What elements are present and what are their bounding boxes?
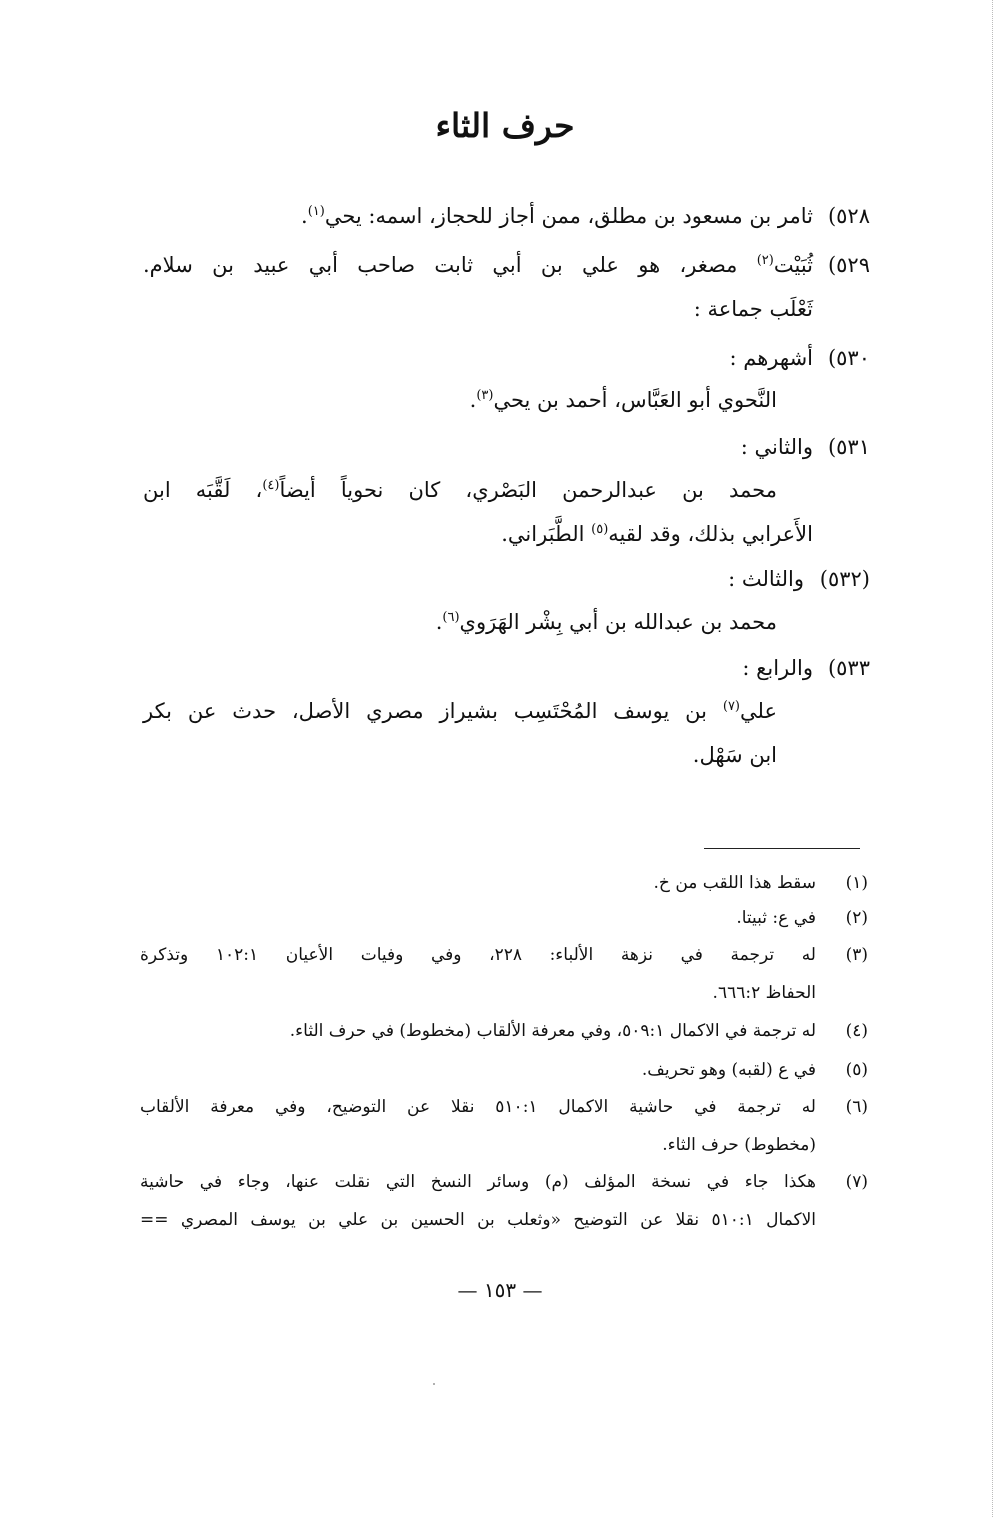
footnote-ref: (٤) <box>262 478 280 493</box>
footnote-4: له ترجمة في الاكمال ٥٠٩:١، وفي معرفة الألقاب (مخطوط) في حرف الثاء. <box>289 1021 816 1041</box>
entry-533-line-2: ابن سَهْل. <box>692 743 777 767</box>
page-number: — ١٥٣ — <box>457 1278 543 1302</box>
entry-533-label: والرابع : <box>742 656 813 680</box>
footnote-ref: (٦) <box>442 610 460 625</box>
entry-529-text <box>143 253 813 277</box>
entry-text: علي <box>740 699 777 723</box>
footnote-number-7: (٧) <box>845 1172 868 1192</box>
entry-532-text <box>436 610 777 634</box>
footnote-6-line-1: له ترجمة في حاشية الاكمال ٥١٠:١ نقلا عن التوضيح، وفي معرفة الألقاب <box>140 1097 816 1117</box>
footnote-3-line-2: الحفاظ ٦٦٦:٢. <box>712 983 816 1003</box>
entry-number-528: ٥٢٨) <box>827 204 870 228</box>
footnote-7-line-1: هكذا جاء في نسخة المؤلف (م) وسائر النسخ التي نقلت عنها، وجاء في حاشية <box>140 1172 817 1192</box>
footnote-ref: (٣) <box>476 388 494 403</box>
footnote-number-3: (٣) <box>845 945 868 965</box>
entry-531-line-2 <box>501 522 813 546</box>
scan-speck <box>433 1383 435 1385</box>
footnote-number-6: (٦) <box>845 1097 868 1117</box>
footnote-number-5: (٥) <box>845 1060 868 1080</box>
tha-lab-heading: ثَعْلَب جماعة : <box>693 297 813 321</box>
entry-text: محمد بن عبدالله بن أبي بِشْر الهَرَوي <box>459 610 777 634</box>
footnote-ref: (٥) <box>591 522 609 537</box>
page-title: حرف الثاء <box>435 106 575 145</box>
entry-text: النَّحوي أبو العَبَّاس، أحمد بن يحي <box>493 388 777 412</box>
footnote-5: في ع (لقبه) وهو تحريف. <box>641 1060 816 1080</box>
entry-531-label: والثاني : <box>740 435 813 459</box>
footnote-6-line-2: (مخطوط) حرف الثاء. <box>662 1135 816 1155</box>
footnote-number-4: (٤) <box>845 1021 868 1041</box>
entry-text: الأَعرابي بذلك، وقد لقيه <box>608 522 813 546</box>
footnote-number-1: (١) <box>845 873 868 893</box>
entry-text: ، لَقَّبَه ابن <box>143 478 263 502</box>
entry-text: بن يوسف المُحْتَسِب بشيراز مصري الأصل، حدث عن بكر <box>143 699 723 723</box>
footnote-ref: (٢) <box>756 253 774 268</box>
entry-number-531: ٥٣١) <box>827 435 870 459</box>
entry-530-text <box>470 388 777 412</box>
footnote-7-line-2: الاكمال ٥١٠:١ نقلا عن التوضيح «وثعلب بن الحسين بن علي بن يوسف المصري == <box>140 1210 816 1230</box>
entry-530-label: أشهرهم : <box>729 346 813 370</box>
entry-text: الطَّبَراني. <box>501 522 592 546</box>
footnote-ref: (١) <box>307 204 325 219</box>
entry-532-label: والثالث : <box>728 567 804 591</box>
entry-text: ثُبَيْت <box>773 253 813 277</box>
entry-text: ثامر بن مسعود بن مطلق، ممن أجاز للحجاز، اسمه: يحي <box>324 204 813 228</box>
entry-number-532: (٥٣٢) <box>819 567 870 591</box>
entry-text: محمد بن عبدالرحمن البَصْري، كان نحوياً أيضاً <box>279 478 777 502</box>
entry-number-529: ٥٢٩) <box>827 253 870 277</box>
entry-533-line-1 <box>143 699 777 723</box>
footnote-ref: (٧) <box>722 699 740 714</box>
footnote-number-2: (٢) <box>845 908 868 928</box>
entry-number-530: ٥٣٠) <box>827 346 870 370</box>
footnote-1: سقط هذا اللقب من خ. <box>653 873 816 893</box>
scan-edge <box>992 0 993 1517</box>
footnote-2: في ع: ثبيتا. <box>736 908 816 928</box>
entry-text-end: . <box>435 610 443 634</box>
footnote-3-line-1: له ترجمة في نزهة الألباء: ٢٢٨، وفي وفيات الأعيان ١٠٢:١ وتذكرة <box>140 945 816 965</box>
entry-number-533: ٥٣٣) <box>827 656 870 680</box>
entry-text-end: . <box>469 388 477 412</box>
entry-text-end: . <box>301 204 308 228</box>
entry-528-text <box>301 204 813 228</box>
footnote-divider <box>704 848 860 849</box>
entry-531-line-1 <box>143 478 777 502</box>
entry-text: مصغر، هو علي بن أبي ثابت صاحب أبي عبيد بن سلام. <box>143 253 757 277</box>
